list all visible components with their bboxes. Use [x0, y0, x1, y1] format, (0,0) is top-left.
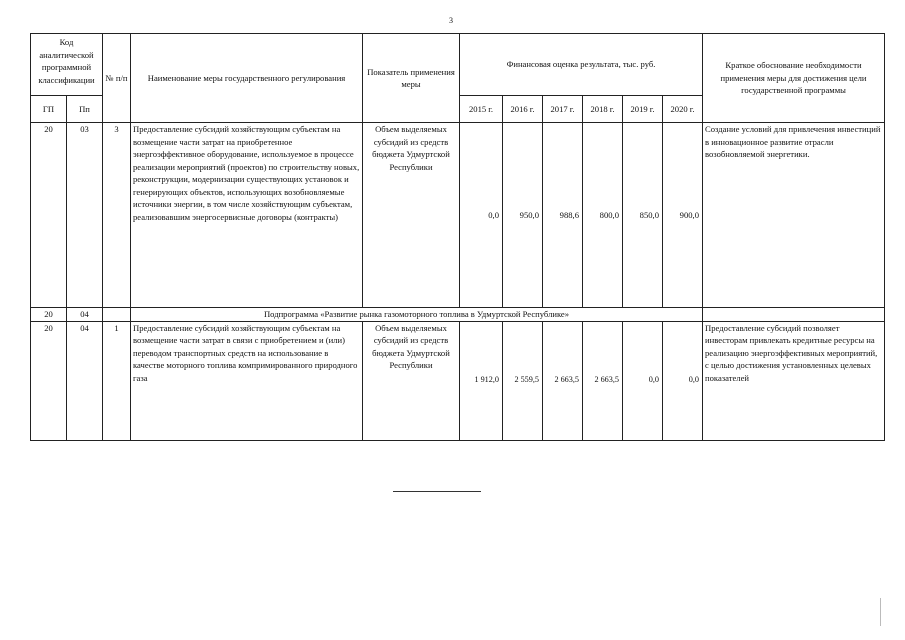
- value-cell: 0,0: [460, 123, 503, 308]
- code-classification-header: Код аналитической программной классификации: [31, 34, 103, 96]
- justification-header: Краткое обоснование необходимости применения меры для достижения цели государственной программы: [703, 34, 885, 123]
- year-header: 2016 г.: [503, 96, 543, 123]
- indicator-cell: Объем выделяемых субсидий из средств бюджета Удмуртской Республики: [363, 321, 460, 440]
- gp-header: ГП: [31, 96, 67, 123]
- pp-cell: 04: [67, 321, 103, 440]
- gp-cell: 20: [31, 123, 67, 308]
- year-header: 2018 г.: [583, 96, 623, 123]
- indicator-header: Показатель применения меры: [363, 34, 460, 123]
- value-cell: 988,6: [543, 123, 583, 308]
- table-row: [31, 123, 885, 308]
- scan-edge-mark: [880, 598, 881, 626]
- subprogram-title: Подпрограмма «Развитие рынка газомоторного топлива в Удмуртской Республике»: [131, 308, 703, 322]
- year-header: 2017 г.: [543, 96, 583, 123]
- subprogram-row: [31, 308, 885, 322]
- pp-header: Пп: [67, 96, 103, 123]
- value-cell: 1 912,0: [460, 321, 503, 440]
- justification-cell: Предоставление субсидий позволяет инвесторам привлекать кредитные ресурсы на реализацию энергоэффективных мероприятий, с целью достижения установленных целевых показателей: [703, 321, 885, 440]
- year-header: 2020 г.: [663, 96, 703, 123]
- value-cell: 850,0: [623, 123, 663, 308]
- year-header: 2019 г.: [623, 96, 663, 123]
- justification-cell: Создание условий для привлечения инвестиций в инновационное развитие отрасли возобновляемой энергетики.: [703, 123, 885, 308]
- table-row: [31, 321, 885, 440]
- value-cell: 950,0: [503, 123, 543, 308]
- value-cell: 2 559,5: [503, 321, 543, 440]
- number-header: № п/п: [103, 34, 131, 123]
- value-cell: 0,0: [623, 321, 663, 440]
- measures-table: [30, 33, 885, 441]
- value-cell: 2 663,5: [543, 321, 583, 440]
- year-header: 2015 г.: [460, 96, 503, 123]
- number-cell: 3: [103, 123, 131, 308]
- value-cell: 900,0: [663, 123, 703, 308]
- value-cell: 800,0: [583, 123, 623, 308]
- value-cell: 0,0: [663, 321, 703, 440]
- gp-cell: 20: [31, 321, 67, 440]
- value-cell: 2 663,5: [583, 321, 623, 440]
- measure-name-cell: Предоставление субсидий хозяйствующим субъектам на возмещение части затрат в связи с приобретением и (или) переводом транспортных средств на использование в качестве моторного топлива компримированного природного газа: [131, 321, 363, 440]
- financial-assessment-header: Финансовая оценка результата, тыс. руб.: [460, 34, 703, 96]
- number-cell: 1: [103, 321, 131, 440]
- measure-name-cell: Предоставление субсидий хозяйствующим субъектам на возмещение части затрат на приобретенное энергоэффективное оборудование, используемое в процессе реализации мероприятий (проектов) по строительству новых, реконструкции, модернизации существующих установок и генерирующих объектов, использующих возобновляемые источники энергии, в том числе хозяйствующим субъектам, реализовавшим энергосервисные договоры (контракты): [131, 123, 363, 308]
- indicator-cell: Объем выделяемых субсидий из средств бюджета Удмуртской Республики: [363, 123, 460, 308]
- gp-cell: 20: [31, 308, 67, 322]
- pp-cell: 04: [67, 308, 103, 322]
- page-number: 3: [449, 16, 453, 25]
- measure-name-header: Наименование меры государственного регулирования: [131, 34, 363, 123]
- pp-cell: 03: [67, 123, 103, 308]
- footer-separator-line: [393, 491, 481, 492]
